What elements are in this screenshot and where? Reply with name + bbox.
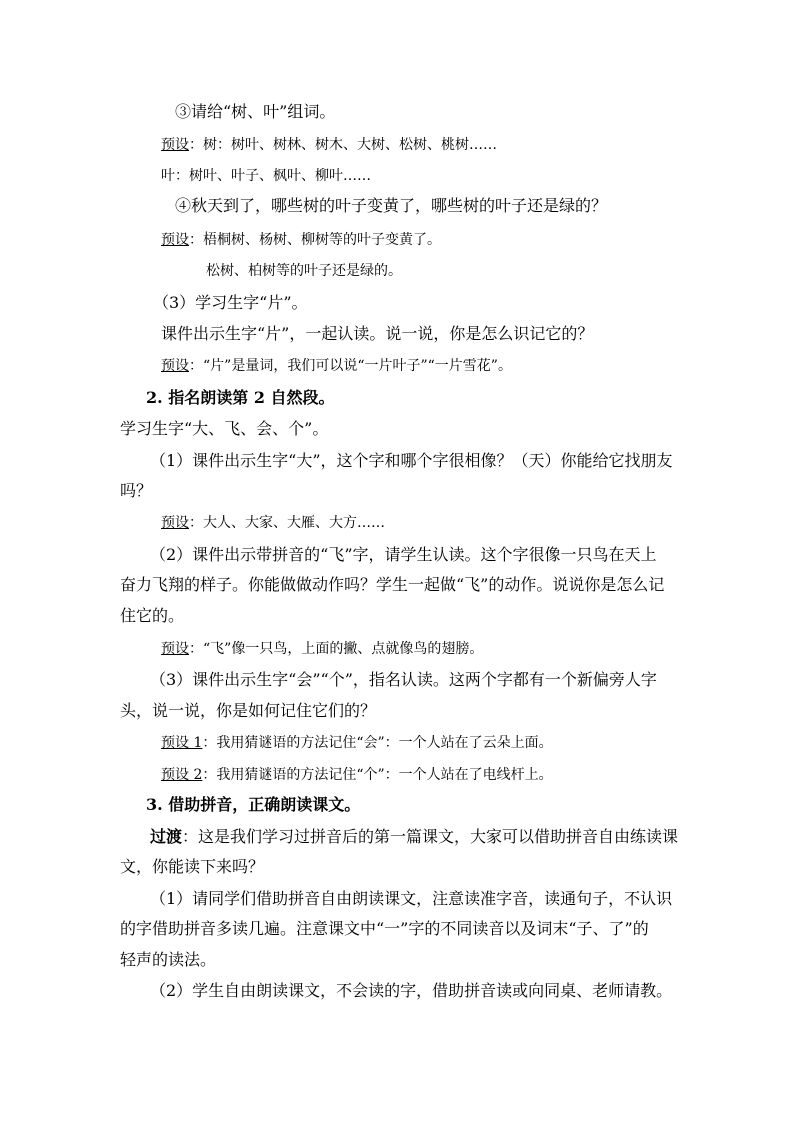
- body-line: 轻声的读法。: [120, 950, 217, 969]
- body-line: （2）学生自由朗读课文，不会读的字，借助拼音读或向同桌、老师请教。: [150, 981, 673, 1000]
- step-2-heading: 2. 指名朗读第 2 自然段。: [146, 388, 335, 407]
- transition-text: ：这是我们学习过拼音后的第一篇课文，大家可以借助拼音自由练读课: [182, 827, 679, 846]
- preset-text: ：“片”是量词，我们可以说“一片叶子”“一片雪花”。: [189, 358, 512, 374]
- preset-text: ：我用猜谜语的方法记住“个”：一个人站在了电线杆上。: [202, 767, 553, 783]
- preset-text: ：大人、大家、大雁、大方……: [189, 515, 385, 531]
- preset-label: 预设 1: [161, 735, 203, 751]
- body-line: 住它的。: [120, 606, 185, 625]
- body-line: （3）课件出示生字“会”“个”，指名认读。这两个字都有一个新偏旁人字: [150, 670, 657, 689]
- preset-text: ：树：树叶、树林、树木、大树、松树、桃树……: [189, 137, 497, 153]
- transition-line: [150, 825, 678, 849]
- preset-label: 预设: [161, 232, 189, 248]
- preset-label: 预设: [161, 358, 189, 374]
- body-line: （2）课件出示带拼音的“飞”字，请学生认读。这个字很像一只鸟在天上: [150, 545, 657, 564]
- body-line: 奋力飞翔的样子。你能做做动作吗？学生一起做“飞”的动作。说说你是怎么记: [120, 575, 665, 594]
- body-line: 松树、柏树等的叶子还是绿的。: [206, 263, 402, 279]
- section-heading: （3）学习生字“片”。: [153, 293, 308, 312]
- preset-text: ：“飞”像一只鸟，上面的撇、点就像鸟的翅膀。: [189, 641, 484, 657]
- preset-line: [161, 731, 553, 755]
- transition-label: 过渡: [150, 827, 183, 846]
- body-line: 学习生字“大、飞、会、个”。: [120, 419, 329, 438]
- step-3-heading: 3. 借助拼音，正确朗读课文。: [146, 795, 361, 814]
- body-line: （1）课件出示生字“大”，这个字和哪个字很相像？（天）你能给它找朋友: [150, 451, 673, 470]
- preset-label: 预设: [161, 137, 189, 153]
- preset-line: [161, 637, 483, 661]
- body-line: 课件出示生字“片”，一起认读。说一说，你是怎么识记它的？: [161, 324, 594, 343]
- body-line: 的字借助拼音多读几遍。注意课文中“一”字的不同读音以及词末“子、了”的: [120, 919, 649, 938]
- preset-text: ：梧桐树、杨树、柳树等的叶子变黄了。: [189, 232, 441, 248]
- body-line: （1）请同学们借助拼音自由朗读课文，注意读准字音，读通句子，不认识: [150, 889, 673, 908]
- exercise-3-heading: ③请给“树、叶”组词。: [175, 102, 336, 121]
- preset-text: ：我用猜谜语的方法记住“会”：一个人站在了云朵上面。: [202, 735, 553, 751]
- preset-line: [161, 354, 512, 378]
- body-line: 头，说一说，你是如何记住它们的？: [120, 701, 377, 720]
- body-line: 叶：树叶、叶子、枫叶、柳叶……: [161, 168, 371, 184]
- body-line: 吗？: [120, 481, 153, 500]
- exercise-4-heading: ④秋天到了，哪些树的叶子变黄了，哪些树的叶子还是绿的？: [175, 196, 608, 215]
- preset-line: [161, 133, 497, 157]
- body-line: 文，你能读下来吗？: [120, 857, 265, 876]
- preset-label: 预设: [161, 515, 189, 531]
- preset-label: 预设: [161, 641, 189, 657]
- preset-line: [161, 228, 441, 252]
- preset-label: 预设 2: [161, 767, 203, 783]
- preset-line: [161, 763, 553, 787]
- preset-line: [161, 511, 385, 535]
